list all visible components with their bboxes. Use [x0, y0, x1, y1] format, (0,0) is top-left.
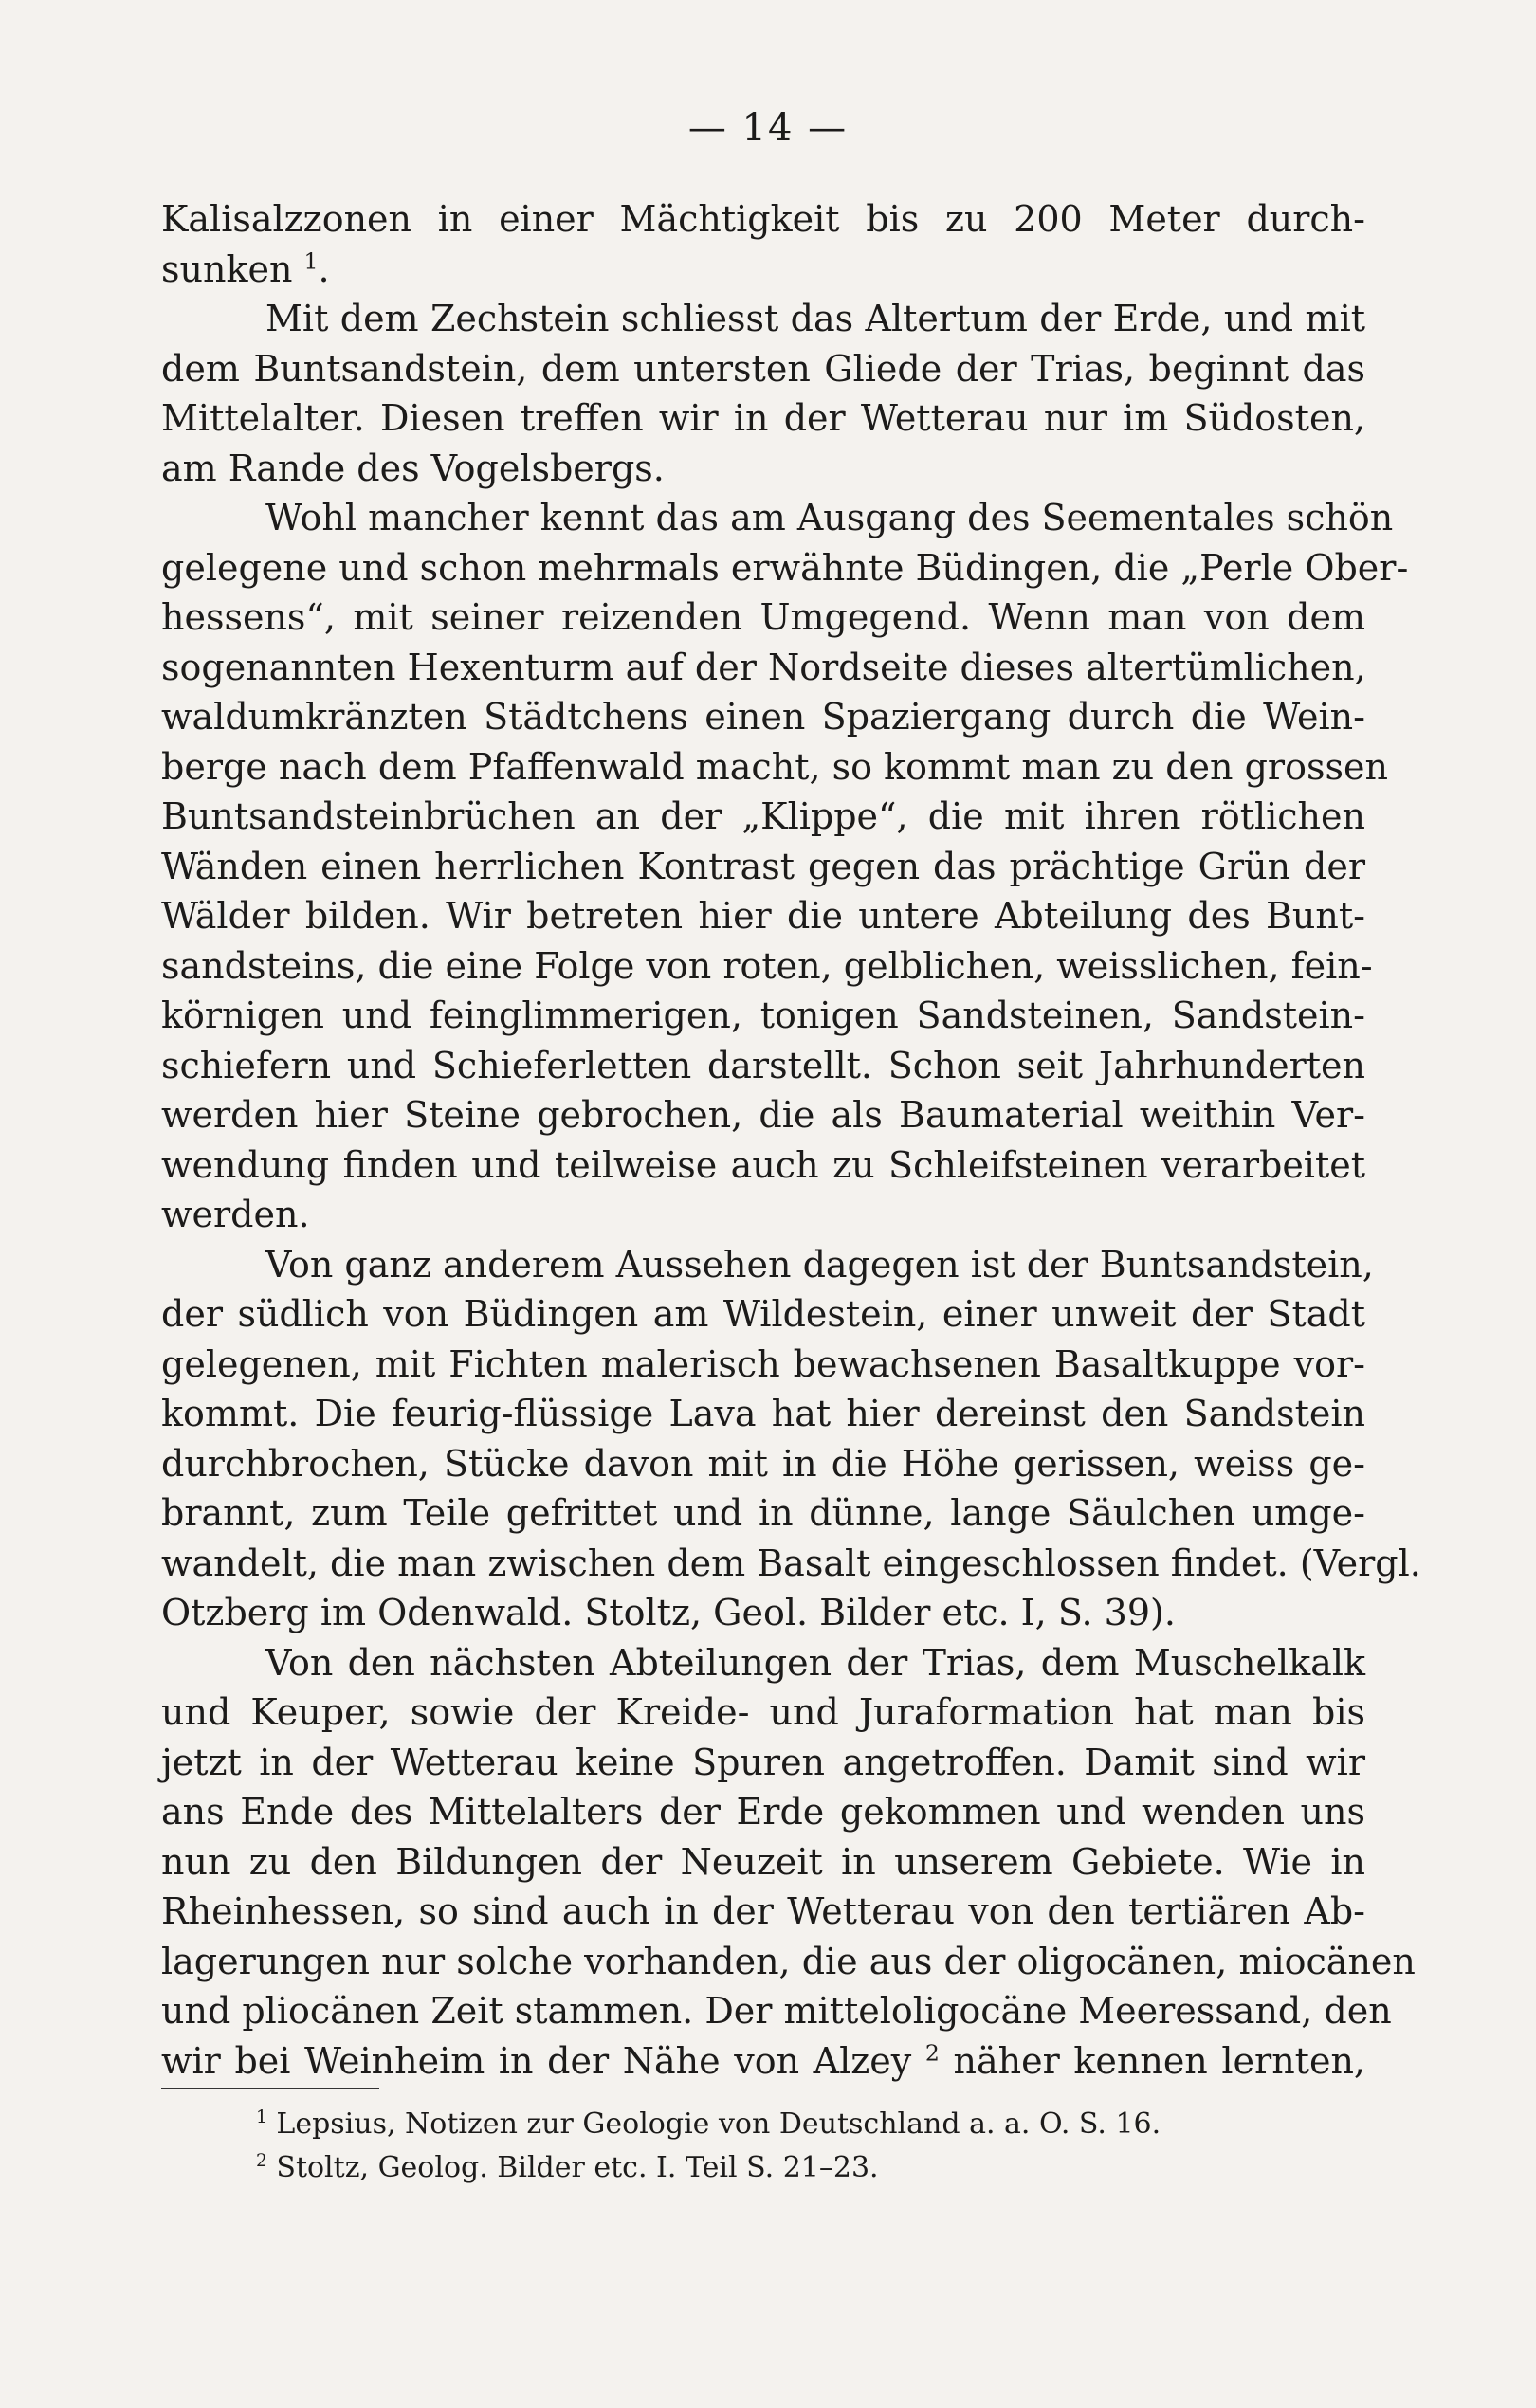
text-line: wir bei Weinheim in der Nähe von Alzey $^2$ näher kennen lernten,	[161, 2038, 1365, 2082]
text-line: Otzberg im Odenwald. Stoltz, Geol. Bilder etc. I, S. 39).	[161, 1592, 1176, 1633]
footnote-ref[interactable]: 2	[924, 2038, 940, 2066]
text-line: hessens“, mit seiner reizenden Umgegend. Wenn man von dem	[161, 596, 1365, 638]
text-line: wandelt, die man zwischen dem Basalt eingeschlossen findet. (Vergl.	[161, 1541, 1421, 1584]
footnote-divider	[161, 2088, 379, 2089]
text-line: werden hier Steine gebrochen, die als Baumaterial weithin Ver-	[161, 1094, 1365, 1136]
text-line: schiefern und Schieferletten darstellt. Schon seit Jahrhunderten	[161, 1044, 1365, 1086]
text-line: Buntsandsteinbrüchen an der „Klippe“, die mit ihren rötlichen	[161, 795, 1365, 837]
text-line: jetzt in der Wetterau keine Spuren angetroffen. Damit sind wir	[161, 1741, 1365, 1783]
text-line: nun zu den Bildungen der Neuzeit in unserem Gebiete. Wie in	[161, 1840, 1365, 1883]
text-line: ans Ende des Mittelalters der Erde gekommen und wenden uns	[161, 1791, 1365, 1833]
text-line: wendung finden und teilweise auch zu Schleifsteinen verarbeitet	[161, 1143, 1365, 1186]
text-line: der südlich von Büdingen am Wildestein, einer unweit der Stadt	[161, 1293, 1365, 1335]
text-line: am Rande des Vogelsbergs.	[161, 447, 665, 489]
text-line: berge nach dem Pfaffenwald macht, so kommt man zu den grossen	[161, 745, 1388, 788]
footnote: $^1$ Lepsius, Notizen zur Geologie von Deutschland a. a. O. S. 16.	[256, 2107, 1161, 2141]
text-line: brannt, zum Teile gefrittet und in dünne, lange Säulchen umge-	[161, 1492, 1365, 1534]
body-text	[161, 194, 1421, 2086]
text-line: lagerungen nur solche vorhanden, die aus der oligocänen, miocänen	[161, 1940, 1416, 1982]
text-line: kommt. Die feurig-flüssige Lava hat hier dereinst den Sandstein	[161, 1393, 1365, 1434]
text-line: Mit dem Zechstein schliesst das Altertum der Erde, und mit	[265, 298, 1365, 339]
text-line: Wänden einen herrlichen Kontrast gegen das prächtige Grün der	[161, 845, 1365, 887]
text-line: waldumkränzten Städtchens einen Spaziergang durch die Wein-	[161, 696, 1365, 738]
text-line: Von den nächsten Abteilungen der Trias, dem Muschelkalk	[265, 1641, 1365, 1684]
text-line: sandsteins, die eine Folge von roten, gelblichen, weisslichen, fein-	[161, 944, 1373, 987]
footnote: $^2$ Stoltz, Geolog. Bilder etc. I. Teil S. 21–23.	[256, 2151, 879, 2184]
text-line: und Keuper, sowie der Kreide- und Juraformation hat man bis	[161, 1691, 1365, 1733]
text-line: sogenannten Hexenturm auf der Nordseite dieses altertümlichen,	[161, 646, 1366, 688]
text-line: körnigen und feinglimmerigen, tonigen Sandsteinen, Sandstein-	[161, 994, 1365, 1036]
text-line: Von ganz anderem Aussehen dagegen ist der Buntsandstein,	[265, 1243, 1374, 1286]
text-line: und pliocänen Zeit stammen. Der mitteloligocäne Meeressand, den	[161, 1990, 1392, 2032]
text-line: Wälder bilden. Wir betreten hier die untere Abteilung des Bunt-	[161, 895, 1365, 937]
text-line: Rheinhessen, so sind auch in der Wetterau von den tertiären Ab-	[161, 1890, 1365, 1932]
text-line: sunken $^1$.	[161, 246, 330, 290]
text-line: werden.	[161, 1194, 310, 1235]
text-line: Wohl mancher kennt das am Ausgang des Seementales schön	[265, 497, 1394, 538]
footnote-ref[interactable]: 1	[303, 246, 319, 274]
text-line: Mittelalter. Diesen treffen wir in der Wetterau nur im Südosten,	[161, 397, 1365, 439]
text-line: durchbrochen, Stücke davon mit in die Höhe gerissen, weiss ge-	[161, 1442, 1365, 1485]
footnotes	[256, 2103, 1346, 2190]
text-line: gelegene und schon mehrmals erwähnte Büdingen, die „Perle Ober-	[161, 546, 1409, 589]
text-line: dem Buntsandstein, dem untersten Gliede der Trias, beginnt das	[161, 347, 1365, 390]
page-number: — 14 —	[687, 106, 849, 150]
text-line: gelegenen, mit Fichten malerisch bewachsenen Basaltkuppe vor-	[161, 1342, 1365, 1385]
text-line: Kalisalzzonen in einer Mächtigkeit bis zu 200 Meter durch-	[161, 198, 1365, 240]
